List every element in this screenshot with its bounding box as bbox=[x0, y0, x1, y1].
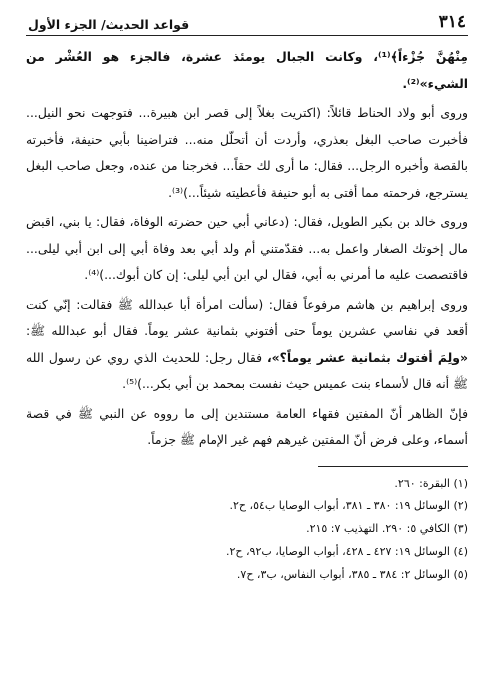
paragraph-1: مِنْهُنَّ جُزْءاً﴾⁽¹⁾، وكانت الجبال يومئذ عشرة، فالجزء هو العُشْر من الشيء»⁽²⁾. bbox=[26, 49, 468, 91]
page-header bbox=[26, 8, 468, 36]
book-page bbox=[26, 8, 468, 678]
paragraph-4-start: وروى إبراهيم بن هاشم مرفوعاً فقال: (سألت امرأة أبا عبدالله ﷺ فقالت: إنّي كنت أقعد في نفاسي عشرين يوماً حتى أفتوني بثمانية عشر يوماً. فقال أبو عبدالله ﷺ: bbox=[26, 296, 468, 338]
paragraph-5: فإنّ الظاهر أنّ المفتين فقهاء العامة مستندين إلى ما رووه عن النبي ﷺ في قصة أسماء، وعلى فرض أنّ المفتين غيرهم فهم غير الإمام ﷺ جزماً. bbox=[26, 405, 468, 447]
footnote-separator bbox=[318, 466, 468, 467]
running-title: قواعد الحديث/ الجزء الأول bbox=[28, 17, 190, 32]
footnotes bbox=[26, 473, 468, 587]
footnote-2: (٢) الوسائل ١٩: ٣٨٠ ـ ٣٨١، أبواب الوصايا ب٥٤، ح٢. bbox=[229, 499, 468, 513]
footnote-5: (٥) الوسائل ٢: ٣٨٤ ـ ٣٨٥، أبواب النفاس، ب٣، ح٧. bbox=[236, 567, 468, 581]
paragraph-4-quote: «ولِمَ أفتوك بثمانية عشر يوماً؟»، bbox=[266, 349, 468, 365]
footnote-4: (٤) الوسائل ١٩: ٤٢٧ ـ ٤٢٨، أبواب الوصايا، ب٩٢، ح٢. bbox=[225, 544, 468, 558]
paragraph-4-end: فقال رجل: للحديث الذي روي عن رسول الله ﷺ أنه قال لأسماء بنت عميس حيث نفست بمحمد بن أبي بكر...)⁽⁵⁾. bbox=[26, 349, 468, 391]
paragraph-4 bbox=[26, 292, 468, 398]
footnote-1: (١) البقرة: ٢٦٠. bbox=[394, 476, 468, 490]
paragraph-2: وروى أبو ولاد الحناط قائلاً: (اكتريت بغلاً إلى قصر ابن هبيرة... فتوجهت نحو النيل... فأخبرت صاحب البغل بعذري، وأردت أن أتحلّل منه... فتراضينا بأبي حنيفة، فأخبرته بالقصة وأخبره الرجل... فقال: ما أرى لك حقاً... فخرجنا من عنده، وجعل صاحب البغل يسترجع، فرحمته مما أفتى به أبو حنيفة فأعطيته شيئاً...)⁽³⁾. bbox=[26, 105, 468, 200]
main-text bbox=[26, 44, 468, 454]
paragraph-3: وروى خالد بن بكير الطويل، فقال: (دعاني أبي حين حضرته الوفاة، فقال: يا بني، اقبض مال إخوتك الصغار واعمل به... فقدّمتني أم ولد أبي بعد وفاة أبي إلى ابن أبي ليلى... فاقتصصت عليه ما أمرني به أبي، فقال لي ابن أبي ليلى: إن كان أبوك...)⁽⁴⁾. bbox=[26, 214, 468, 282]
page-number: ٣١٤ bbox=[438, 12, 466, 32]
footnote-3: (٣) الكافي ٥: ٢٩٠. التهذيب ٧: ٢١٥. bbox=[306, 522, 468, 536]
